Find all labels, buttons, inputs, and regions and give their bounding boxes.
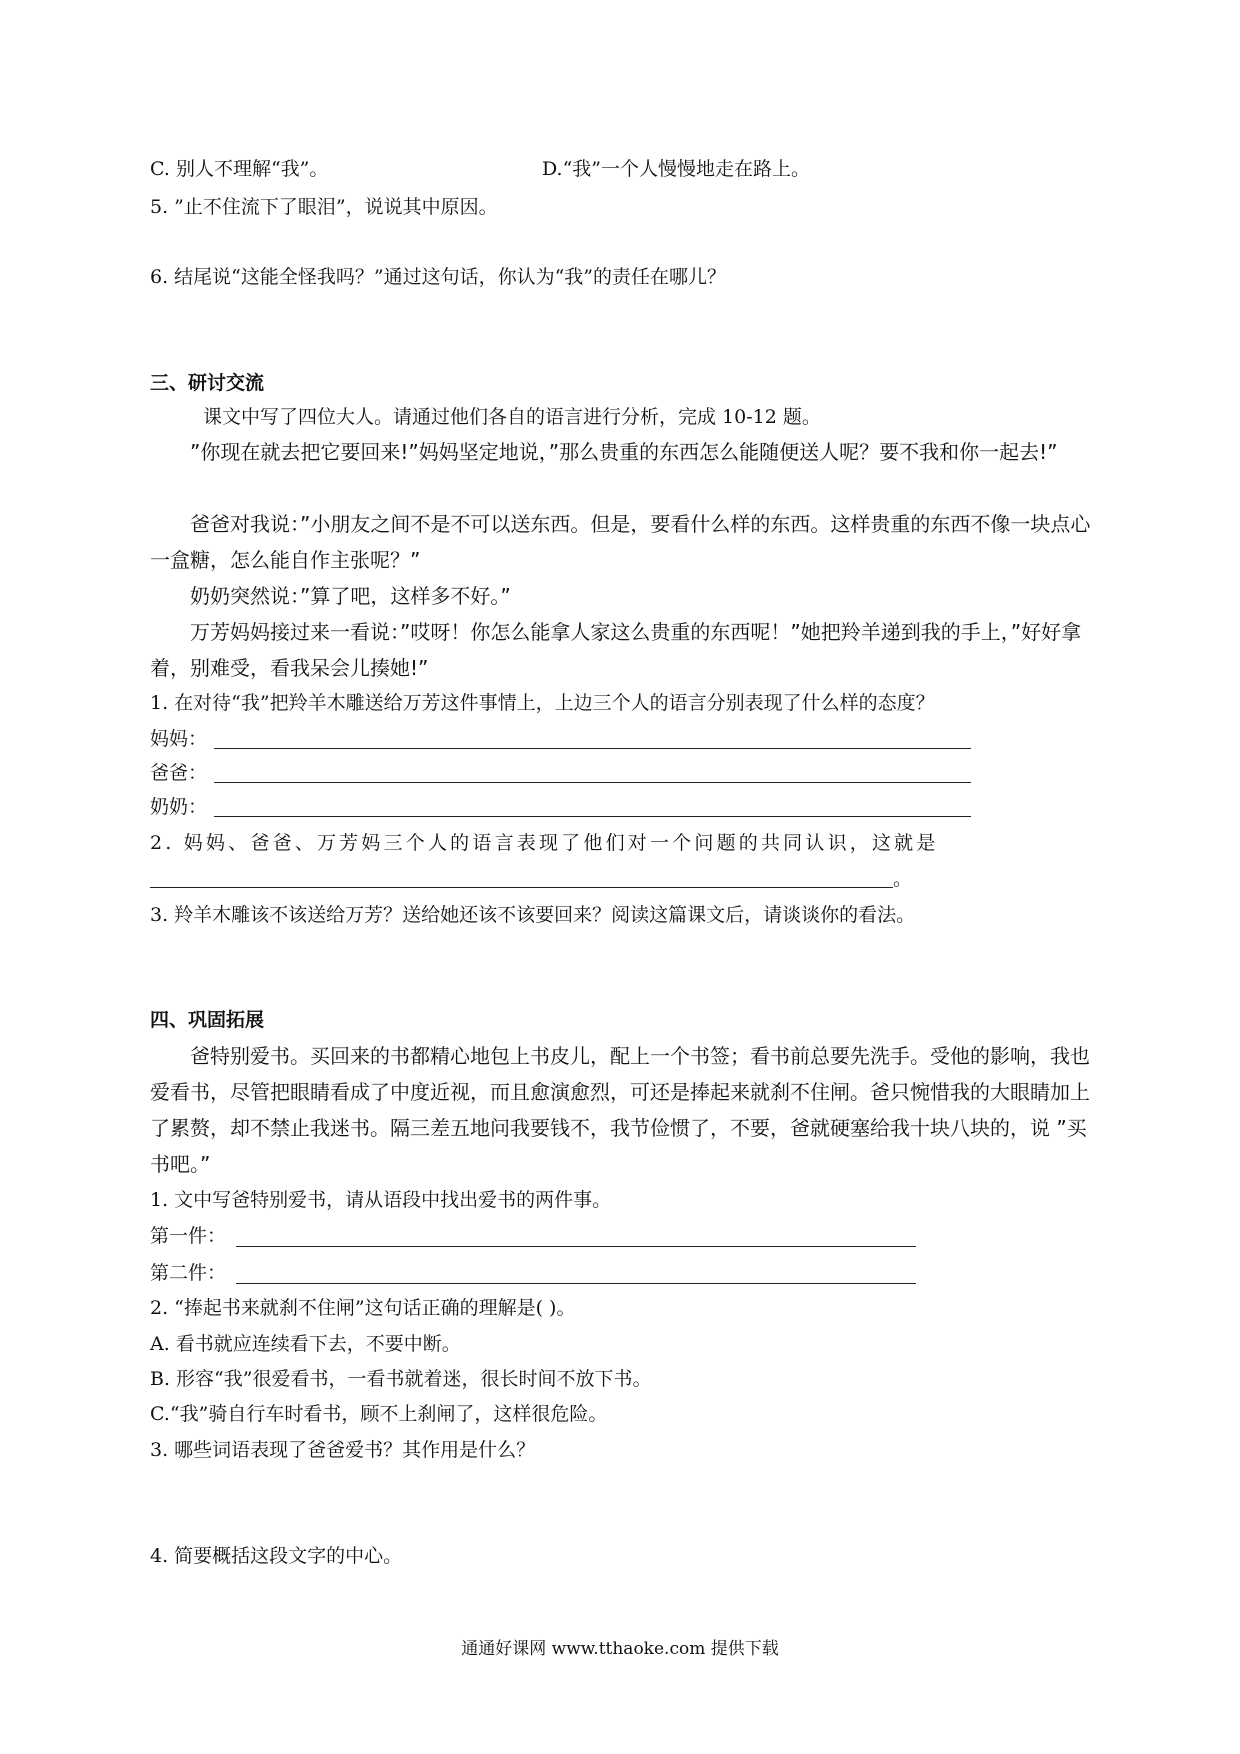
section-4-question-3: 3. 哪些词语表现了爸爸爱书？其作用是什么？	[150, 1439, 536, 1461]
question-2-period: 。	[893, 868, 913, 890]
section-3-heading: 三、研讨交流	[150, 372, 265, 394]
answer-line-mom[interactable]	[214, 748, 971, 749]
passage-grandma: 奶奶突然说：”算了吧，这样多不好。”	[190, 584, 511, 608]
label-mom: 妈妈：	[150, 728, 208, 750]
section-4-question-1: 1. 文中写爸特别爱书，请从语段中找出爱书的两件事。	[150, 1189, 612, 1211]
label-dad: 爸爸：	[150, 762, 208, 784]
passage-wanfang-mom: 万芳妈妈接过来一看说：”哎呀！你怎么能拿人家这么贵重的东西呢！”她把羚羊递到我的手上，”好好拿着，别难受，看我呆会儿揍她!”	[150, 620, 1082, 680]
answer-line-first-item[interactable]	[236, 1246, 916, 1247]
question-5: 5. ”止不住流下了眼泪”，说说其中原因。	[150, 196, 498, 218]
page-footer: 通通好课网 www.tthaoke.com 提供下载	[461, 1639, 779, 1659]
label-first-item: 第一件：	[150, 1225, 227, 1247]
section-4-question-2: 2. “捧起书来就刹不住闸”这句话正确的理解是( )。	[150, 1297, 576, 1319]
section-3-intro: 课文中写了四位大人。请通过他们各自的语言进行分析，完成 10-12 题。	[203, 406, 821, 428]
answer-line-grandma[interactable]	[214, 816, 971, 817]
choice-a: A. 看书就应连续看下去，不要中断。	[150, 1333, 461, 1355]
choice-b: B. 形容“我”很爱看书，一看书就着迷，很长时间不放下书。	[150, 1368, 652, 1390]
section-4-heading: 四、巩固拓展	[150, 1009, 265, 1031]
section-3-question-1: 1. 在对待“我”把羚羊木雕送给万芳这件事情上，上边三个人的语言分别表现了什么样的态度？	[150, 692, 935, 714]
section-3-question-3: 3. 羚羊木雕该不该送给万芳？送给她还该不该要回来？阅读这篇课文后，请谈谈你的看法。	[150, 904, 916, 926]
answer-line-dad[interactable]	[214, 782, 971, 783]
section-4-question-4: 4. 简要概括这段文字的中心。	[150, 1545, 403, 1567]
question-6: 6. 结尾说“这能全怪我吗？”通过这句话，你认为“我”的责任在哪儿？	[150, 266, 727, 288]
label-second-item: 第二件：	[150, 1262, 227, 1284]
answer-line-common-view[interactable]	[150, 887, 893, 888]
answer-line-second-item[interactable]	[236, 1283, 916, 1284]
section-3-question-2: 2. 妈妈、爸爸、万芳妈三个人的语言表现了他们对一个问题的共同认识，这就是	[150, 832, 939, 854]
label-grandma: 奶奶：	[150, 796, 208, 818]
option-d: D.“我”一个人慢慢地走在路上。	[542, 158, 811, 180]
passage-dad: 爸爸对我说：”小朋友之间不是不可以送东西。但是，要看什么样的东西。这样贵重的东西不像一块点心一盒糖，怎么能自作主张呢？”	[150, 512, 1091, 572]
passage-mom: ”你现在就去把它要回来!”妈妈坚定地说，”那么贵重的东西怎么能随便送人呢？要不我和你一起去!”	[190, 440, 1058, 464]
choice-c: C.“我”骑自行车时看书，顾不上刹闸了，这样很危险。	[150, 1403, 608, 1425]
option-c: C. 别人不理解“我”。	[150, 158, 329, 180]
section-4-passage: 爸特别爱书。买回来的书都精心地包上书皮儿，配上一个书签；看书前总要先洗手。受他的影响，我也爱看书，尽管把眼睛看成了中度近视，而且愈演愈烈，可还是捧起来就刹不住闸。爸只惋惜我的大眼睛加上了累赘，却不禁止我迷书。隔三差五地问我要钱不，我节俭惯了，不要，爸就硬塞给我十块八块的，说 ”买书吧。”	[150, 1044, 1090, 1176]
